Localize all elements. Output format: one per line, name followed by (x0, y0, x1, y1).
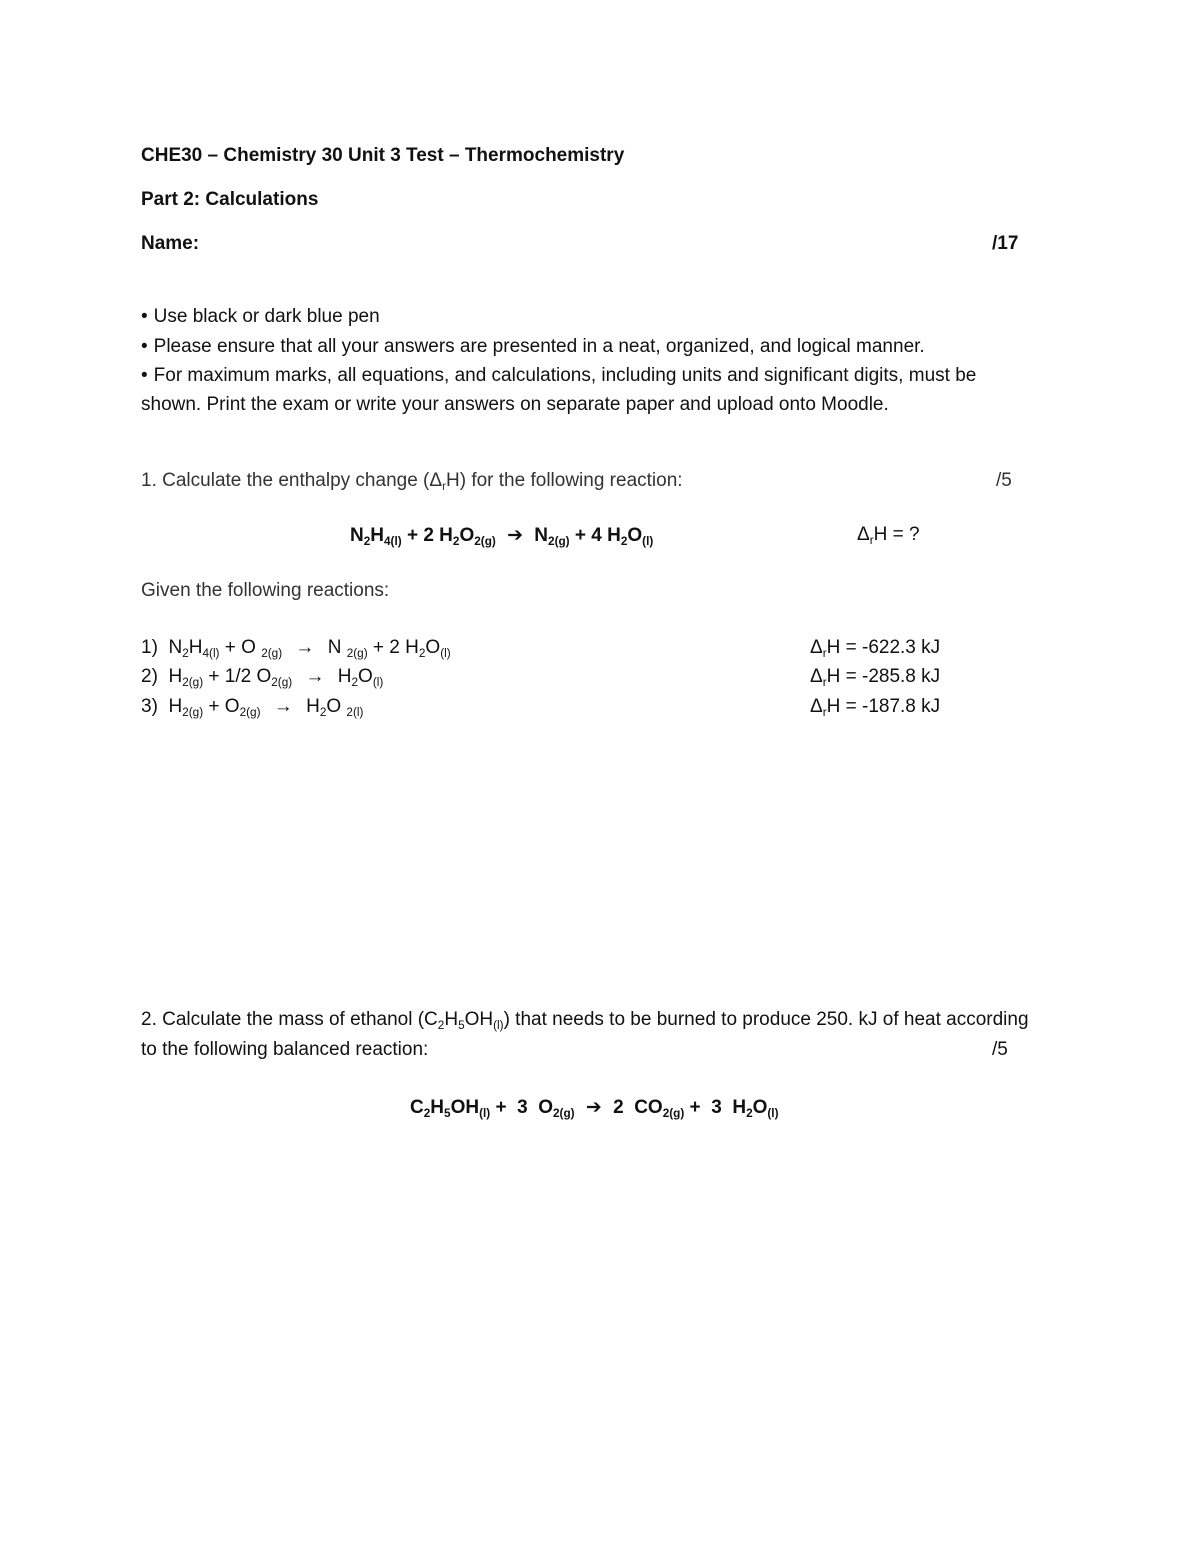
subscript: 2 (351, 676, 359, 690)
subscript: (l) (493, 1019, 504, 1033)
question-1-prompt (141, 470, 683, 492)
eq-part: H (430, 1097, 445, 1118)
subscript: r (822, 676, 827, 690)
subscript: 2(l) (346, 706, 364, 720)
eq-part: + 2 H (367, 637, 419, 658)
reaction-number: 3) (141, 696, 158, 717)
subscript: (l) (642, 535, 654, 549)
reaction-number: 2) (141, 666, 158, 687)
subscript: 5 (444, 1107, 451, 1121)
subscript: 2(g) (239, 706, 261, 720)
given-reaction-2 (141, 666, 383, 688)
subscript: 2 (620, 535, 628, 549)
question-2-prompt-line-1 (141, 1009, 1029, 1031)
eq-part: + 3 H (684, 1097, 747, 1118)
bullet-icon: • (141, 306, 148, 327)
given-enthalpy-2 (810, 666, 940, 688)
subscript: 2(g) (662, 1107, 685, 1121)
arrow-icon: → (273, 696, 293, 717)
eq-part: H (168, 666, 183, 687)
eq-part: N (350, 525, 364, 546)
eq-part: O (752, 1097, 768, 1118)
eq-part: + 3 O (490, 1097, 554, 1118)
subscript: 2(g) (346, 647, 368, 661)
page-title: CHE30 – Chemistry 30 Unit 3 Test – Thermochemistry (141, 145, 625, 166)
delta-symbol: Δ (810, 637, 823, 658)
eq-part: H (188, 637, 203, 658)
eq-part: C (410, 1097, 424, 1118)
subscript: r (869, 534, 874, 548)
subscript: 2 (363, 535, 371, 549)
question-text: Calculate the mass of ethanol (C (162, 1009, 438, 1030)
enthalpy-value: H = -285.8 kJ (826, 666, 941, 687)
instruction-1 (141, 306, 380, 328)
subscript: 2 (182, 647, 189, 661)
subscript: 2 (746, 1107, 753, 1121)
given-enthalpy-3 (810, 696, 940, 718)
bullet-icon: • (141, 365, 148, 386)
subscript: (l) (440, 647, 451, 661)
subscript: 2(g) (548, 535, 570, 549)
subscript: 5 (458, 1019, 465, 1033)
subscript: 2(g) (271, 676, 293, 690)
question-1-marks: /5 (996, 470, 1012, 491)
delta-symbol: Δ (810, 666, 823, 687)
part-heading: Part 2: Calculations (141, 189, 319, 210)
instruction-text: Use black or dark blue pen (153, 306, 380, 327)
enthalpy-value: H = -622.3 kJ (826, 637, 941, 658)
name-label: Name: (141, 233, 200, 254)
given-reaction-3 (141, 696, 363, 718)
given-enthalpy-1 (810, 637, 940, 659)
subscript: (l) (372, 676, 384, 690)
eq-part: OH (450, 1097, 480, 1118)
target-enthalpy (857, 524, 920, 546)
eq-part: O (358, 666, 373, 687)
instruction-2 (141, 336, 925, 358)
eq-part: H (306, 696, 320, 717)
subscript: 2 (418, 647, 426, 661)
arrow-icon: ➔ (585, 1097, 602, 1118)
question-text: H (444, 1009, 459, 1030)
eq-part: + 1/2 O (203, 666, 272, 687)
subscript: 2 (437, 1019, 445, 1033)
subscript: 2(g) (553, 1107, 575, 1121)
arrow-icon: ➔ (507, 525, 524, 546)
given-label: Given the following reactions: (141, 580, 390, 601)
eq-part: H (370, 525, 385, 546)
subscript: (l) (767, 1107, 779, 1121)
eq-part: O (326, 696, 347, 717)
eq-part: N (534, 525, 549, 546)
instruction-text: For maximum marks, all equations, and calculations, including units and significant digits, must be (153, 365, 977, 386)
ethanol-equation (410, 1096, 779, 1119)
eq-part: H (337, 666, 352, 687)
question-text: H) for the following reaction: (446, 470, 683, 491)
instruction-3-continuation: shown. Print the exam or write your answers on separate paper and upload onto Moodle. (141, 394, 889, 415)
subscript: 2 (319, 706, 327, 720)
subscript: 2(g) (474, 535, 496, 549)
subscript: 2 (452, 535, 460, 549)
enthalpy-value: H = ? (873, 524, 920, 545)
question-text: Calculate the enthalpy change (Δ (162, 470, 443, 491)
question-2-prompt-line-2: to the following balanced reaction: (141, 1039, 429, 1060)
subscript: r (822, 706, 827, 720)
question-text: ) that needs to be burned to produce 250. kJ of heat according (503, 1009, 1029, 1030)
eq-part: O (459, 525, 475, 546)
subscript: r (822, 647, 827, 661)
eq-part: + 2 H (406, 525, 453, 546)
question-number: 2. (141, 1009, 157, 1030)
subscript: 2(g) (182, 676, 204, 690)
total-marks: /17 (992, 233, 1019, 254)
subscript: r (442, 480, 446, 494)
arrow-icon: → (305, 666, 325, 687)
eq-part: N (168, 637, 183, 658)
subscript: (l) (479, 1107, 491, 1121)
arrow-icon: → (295, 637, 315, 658)
eq-part: O (627, 525, 643, 546)
eq-part: + 4 H (574, 525, 621, 546)
instruction-text: Please ensure that all your answers are presented in a neat, organized, and logical manner. (153, 336, 925, 357)
reaction-number: 1) (141, 637, 158, 658)
delta-symbol: Δ (857, 524, 870, 545)
eq-part: N (327, 637, 347, 658)
delta-symbol: Δ (810, 696, 823, 717)
given-reaction-1 (141, 637, 451, 659)
target-equation (350, 524, 653, 547)
question-number: 1. (141, 470, 157, 491)
question-2-marks: /5 (992, 1039, 1008, 1060)
instruction-3 (141, 365, 976, 387)
enthalpy-value: H = -187.8 kJ (826, 696, 941, 717)
subscript: 4(l) (202, 647, 220, 661)
subscript: 2 (423, 1107, 431, 1121)
question-text: OH (464, 1009, 494, 1030)
eq-part: O (425, 637, 441, 658)
eq-part: 2 CO (613, 1097, 663, 1118)
eq-part: + O (219, 637, 262, 658)
subscript: 4(l) (384, 535, 402, 549)
eq-part: H (168, 696, 183, 717)
eq-part: + O (203, 696, 240, 717)
subscript: 2(g) (182, 706, 204, 720)
subscript: 2(g) (261, 647, 283, 661)
bullet-icon: • (141, 336, 148, 357)
